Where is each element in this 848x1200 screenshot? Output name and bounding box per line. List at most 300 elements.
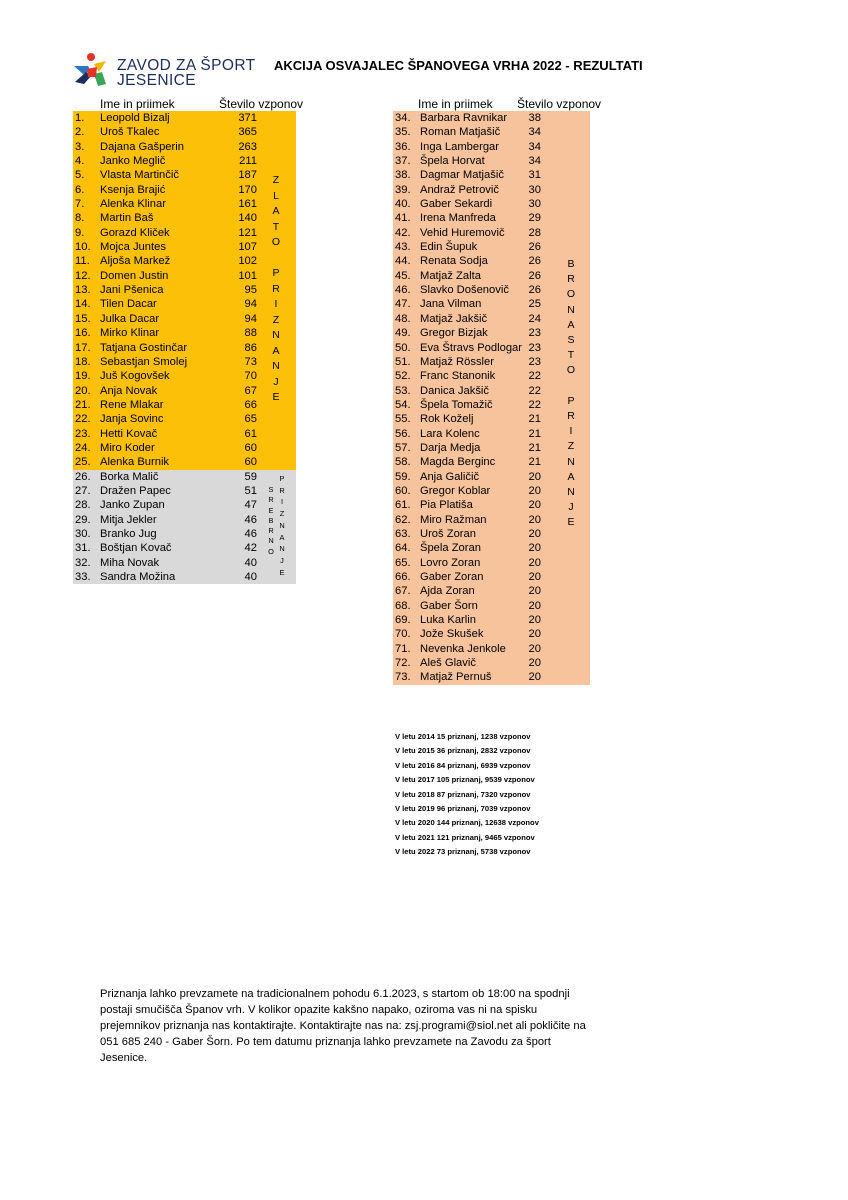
logo-line2: JESENICE bbox=[117, 72, 196, 89]
rank: 21. bbox=[75, 398, 91, 411]
participant-name: Matjaž Pernuš bbox=[420, 671, 492, 684]
rank: 70. bbox=[395, 628, 411, 641]
climb-count: 20 bbox=[528, 657, 541, 670]
award-letter: R bbox=[268, 526, 274, 536]
climb-count: 26 bbox=[528, 255, 541, 268]
table-row bbox=[393, 455, 590, 469]
climb-count: 26 bbox=[528, 284, 541, 297]
rank: 13. bbox=[75, 284, 91, 297]
participant-name: Gaber Sekardi bbox=[420, 198, 493, 211]
award-letter: Z bbox=[567, 440, 575, 453]
table-row bbox=[393, 355, 590, 369]
table-row bbox=[73, 384, 296, 398]
award-letter: A bbox=[567, 318, 575, 331]
table-row bbox=[73, 513, 296, 527]
participant-name: Gaber Šorn bbox=[420, 599, 478, 612]
participant-name: Eva Štravs Podlogar bbox=[420, 341, 522, 354]
participant-name: Barbara Ravnikar bbox=[420, 112, 508, 124]
stat-line: V letu 2015 36 priznanj, 2832 vzponov bbox=[395, 746, 531, 756]
table-row bbox=[393, 140, 590, 154]
rank: 22. bbox=[75, 413, 91, 426]
award-letter: R bbox=[279, 485, 285, 495]
rank: 37. bbox=[395, 155, 411, 168]
award-letter: E bbox=[279, 567, 285, 577]
participant-name: Matjaž Zalta bbox=[420, 269, 481, 282]
award-letter: S bbox=[268, 485, 274, 494]
rank: 24. bbox=[75, 441, 91, 454]
award-letter: I bbox=[569, 425, 573, 438]
participant-name: Tatjana Gostinčar bbox=[100, 341, 188, 354]
participant-name: Špela Horvat bbox=[420, 155, 485, 168]
rank: 1. bbox=[75, 112, 85, 124]
table-row bbox=[73, 470, 296, 484]
award-letter: P bbox=[279, 474, 285, 483]
award-letter bbox=[563, 379, 579, 394]
climb-count: 60 bbox=[244, 456, 257, 469]
participant-name: Dajana Gašperin bbox=[100, 140, 184, 153]
award-letter: R bbox=[567, 410, 575, 423]
climb-count: 20 bbox=[528, 484, 541, 497]
participant-name: Domen Justin bbox=[100, 269, 169, 282]
table-row bbox=[393, 111, 590, 125]
rank: 42. bbox=[395, 226, 411, 239]
award-letter: N bbox=[268, 536, 274, 546]
table-row bbox=[393, 369, 590, 383]
award-letter: E bbox=[272, 391, 280, 403]
rank: 44. bbox=[395, 255, 411, 268]
climb-count: 26 bbox=[528, 241, 541, 254]
climb-count: 23 bbox=[528, 341, 541, 354]
participant-name: Aleš Glavič bbox=[420, 657, 476, 670]
participant-name: Magda Berginc bbox=[420, 456, 496, 469]
participant-name: Julka Dacar bbox=[100, 312, 160, 325]
climb-count: 65 bbox=[244, 413, 257, 426]
climb-count: 22 bbox=[528, 384, 541, 397]
table-row bbox=[393, 283, 590, 297]
climb-count: 20 bbox=[528, 470, 541, 483]
table-row bbox=[393, 498, 590, 512]
climb-count: 20 bbox=[528, 527, 541, 540]
climb-count: 20 bbox=[528, 556, 541, 569]
climb-count: 365 bbox=[238, 126, 257, 139]
climb-count: 20 bbox=[528, 542, 541, 555]
rank: 26. bbox=[75, 470, 91, 483]
rank: 51. bbox=[395, 355, 411, 368]
rank: 62. bbox=[395, 513, 411, 526]
award-letter: A bbox=[272, 344, 280, 357]
participant-name: Janko Meglič bbox=[100, 155, 166, 168]
participant-name: Darja Medja bbox=[420, 441, 481, 454]
rank: 54. bbox=[395, 398, 411, 411]
rank: 32. bbox=[75, 556, 91, 569]
climb-count: 40 bbox=[244, 556, 257, 569]
rank: 73. bbox=[395, 671, 411, 684]
bronze-award-label bbox=[563, 257, 579, 531]
award-letter: N bbox=[567, 486, 575, 499]
table-row bbox=[393, 484, 590, 498]
rank: 25. bbox=[75, 456, 91, 469]
climb-count: 20 bbox=[528, 499, 541, 512]
rank: 23. bbox=[75, 427, 91, 440]
climb-count: 20 bbox=[528, 628, 541, 641]
table-row bbox=[73, 398, 296, 412]
participant-name: Edin Šupuk bbox=[420, 241, 478, 254]
table-row bbox=[73, 541, 296, 555]
award-letter: A bbox=[279, 532, 285, 542]
participant-name: Vlasta Martinčič bbox=[100, 169, 179, 182]
table-row bbox=[393, 412, 590, 426]
rank: 40. bbox=[395, 198, 411, 211]
participant-name: Anja Novak bbox=[100, 384, 158, 397]
table-row bbox=[393, 154, 590, 168]
award-letter: N bbox=[279, 520, 285, 530]
table-row bbox=[393, 254, 590, 268]
table-row bbox=[393, 183, 590, 197]
participant-name: Renata Sodja bbox=[420, 255, 488, 268]
climb-count: 22 bbox=[528, 370, 541, 383]
table-row bbox=[73, 154, 296, 168]
participant-name: Juš Kogovšek bbox=[100, 370, 170, 383]
climb-count: 29 bbox=[528, 212, 541, 225]
table-row bbox=[393, 168, 590, 182]
participant-name: Matjaž Jakšič bbox=[420, 312, 488, 325]
table-row bbox=[73, 527, 296, 541]
rank: 31. bbox=[75, 542, 91, 555]
participant-name: Jana Vilman bbox=[420, 298, 482, 311]
climb-count: 60 bbox=[244, 441, 257, 454]
award-letter: B bbox=[268, 515, 274, 525]
participant-name: Miro Ražman bbox=[420, 513, 487, 526]
table-row bbox=[393, 613, 590, 627]
award-letter bbox=[268, 251, 284, 267]
rank: 41. bbox=[395, 212, 411, 225]
rank: 38. bbox=[395, 169, 411, 182]
page-title: AKCIJA OSVAJALEC ŠPANOVEGA VRHA 2022 - REZULTATI bbox=[274, 58, 643, 73]
table-row bbox=[393, 312, 590, 326]
rank: 27. bbox=[75, 484, 91, 497]
rank: 11. bbox=[75, 255, 90, 268]
participant-name: Tilen Dacar bbox=[100, 298, 157, 311]
rank: 8. bbox=[75, 212, 85, 225]
table-row bbox=[73, 355, 296, 369]
stat-line: V letu 2014 15 priznanj, 1238 vzponov bbox=[395, 732, 531, 741]
rank: 48. bbox=[395, 312, 411, 325]
participant-name: Hetti Kovač bbox=[100, 427, 158, 440]
participant-name: Špela Zoran bbox=[420, 542, 481, 555]
rank: 4. bbox=[75, 155, 85, 168]
climb-count: 73 bbox=[244, 355, 257, 368]
rank: 53. bbox=[395, 384, 411, 397]
rank: 50. bbox=[395, 341, 411, 354]
participant-name: Borka Malič bbox=[100, 470, 159, 483]
rank: 9. bbox=[75, 226, 85, 239]
participant-name: Gregor Koblar bbox=[420, 484, 491, 497]
award-letter: Z bbox=[272, 174, 280, 186]
rank: 3. bbox=[75, 140, 85, 153]
table-row bbox=[73, 140, 296, 154]
table-row bbox=[393, 627, 590, 641]
rank: 68. bbox=[395, 599, 411, 612]
climb-count: 263 bbox=[238, 140, 257, 153]
climb-count: 21 bbox=[528, 441, 541, 454]
table-row bbox=[73, 125, 296, 139]
participant-name: Jože Skušek bbox=[420, 628, 484, 641]
rank: 36. bbox=[395, 140, 411, 153]
participant-name: Sandra Možina bbox=[100, 571, 176, 583]
award-letter: A bbox=[567, 470, 575, 483]
participant-name: Martin Baš bbox=[100, 212, 154, 225]
participant-name: Rene Mlakar bbox=[100, 398, 164, 411]
table-row bbox=[73, 427, 296, 441]
award-letter: N bbox=[279, 544, 285, 554]
climb-count: 94 bbox=[244, 298, 257, 311]
stat-line: V letu 2017 105 priznanj, 9539 vzponov bbox=[395, 775, 535, 785]
rank: 67. bbox=[395, 585, 411, 598]
participant-name: Ksenja Brajić bbox=[100, 183, 166, 196]
table-row bbox=[393, 197, 590, 211]
rank: 49. bbox=[395, 327, 411, 340]
climb-count: 94 bbox=[244, 312, 257, 325]
rank: 18. bbox=[75, 355, 91, 368]
table-row bbox=[393, 125, 590, 139]
table-row bbox=[393, 341, 590, 355]
table-row bbox=[393, 269, 590, 283]
climb-count: 121 bbox=[238, 226, 257, 239]
participant-name: Aljoša Markež bbox=[100, 255, 171, 268]
table-row bbox=[73, 369, 296, 383]
climb-count: 23 bbox=[528, 355, 541, 368]
climb-count: 20 bbox=[528, 614, 541, 627]
participant-name: Alenka Klinar bbox=[100, 198, 166, 211]
award-letter: R bbox=[268, 495, 274, 505]
logo-mark-icon bbox=[72, 52, 112, 88]
rank: 39. bbox=[395, 183, 411, 196]
rank: 12. bbox=[75, 269, 91, 282]
table-row bbox=[73, 254, 296, 268]
footer-note: Priznanja lahko prevzamete na tradicionalnem pohodu 6.1.2023, s startom ob 18:00 na spodnji postaji smučišča Španov vrh. V kolikor opazite kakšno napako, oziroma vas ni na spisku prejemnikov priznanja nas kontaktirajte. Kontaktirajte nas na: zsj.programi@siol.net ali pokličite na 051 685 240 - Gaber Šorn. Po tem datumu priznanja lahko prevzamete na Zavodu za šport Jesenice. bbox=[100, 988, 586, 1064]
climb-count: 102 bbox=[238, 255, 257, 268]
participant-name: Slavko Došenovič bbox=[420, 284, 509, 297]
rank: 58. bbox=[395, 456, 411, 469]
participant-name: Leopold Bizalj bbox=[100, 112, 170, 124]
rank: 6. bbox=[75, 183, 85, 196]
award-letter: J bbox=[273, 375, 279, 388]
participant-name: Jani Pšenica bbox=[100, 284, 164, 297]
rank: 65. bbox=[395, 556, 411, 569]
table-row bbox=[393, 527, 590, 541]
climb-count: 211 bbox=[239, 155, 257, 168]
table-row bbox=[393, 642, 590, 656]
award-letter: R bbox=[272, 282, 280, 295]
rank: 45. bbox=[395, 269, 411, 282]
table-row bbox=[393, 570, 590, 584]
rank: 35. bbox=[395, 126, 411, 139]
rank: 55. bbox=[395, 413, 411, 426]
award-letter: B bbox=[567, 258, 575, 270]
rank: 29. bbox=[75, 513, 91, 526]
award-letter: E bbox=[268, 505, 274, 515]
participant-name: Vehid Huremovič bbox=[420, 226, 505, 239]
award-letter: N bbox=[567, 455, 575, 468]
climb-count: 34 bbox=[528, 126, 541, 139]
participant-name: Boštjan Kovač bbox=[100, 542, 172, 555]
climb-count: 38 bbox=[528, 112, 541, 124]
climb-count: 30 bbox=[528, 183, 541, 196]
participant-name: Luka Karlin bbox=[420, 614, 476, 627]
rank: 5. bbox=[75, 169, 85, 182]
table-row bbox=[393, 599, 590, 613]
participant-name: Franc Stanonik bbox=[420, 370, 496, 383]
table-row bbox=[73, 240, 296, 254]
participant-name: Andraž Petrovič bbox=[420, 183, 499, 196]
right-header-name: Ime in priimek bbox=[418, 97, 493, 111]
participant-name: Miro Koder bbox=[100, 441, 155, 454]
climb-count: 20 bbox=[528, 599, 541, 612]
rank: 56. bbox=[395, 427, 411, 440]
award-letter: Z bbox=[272, 313, 280, 326]
participant-name: Janko Zupan bbox=[100, 499, 165, 512]
climb-count: 70 bbox=[244, 370, 257, 383]
climb-count: 170 bbox=[238, 183, 257, 196]
rank: 7. bbox=[75, 198, 85, 211]
climb-count: 20 bbox=[528, 642, 541, 655]
stat-line: V letu 2022 73 priznanj, 5738 vzponov bbox=[395, 847, 531, 857]
award-letter: N bbox=[272, 329, 280, 341]
participant-name: Gregor Bizjak bbox=[420, 327, 488, 340]
climb-count: 95 bbox=[244, 284, 257, 297]
rank: 10. bbox=[75, 241, 91, 254]
rank: 69. bbox=[395, 614, 411, 627]
climb-count: 23 bbox=[528, 327, 541, 340]
participant-name: Alenka Burnik bbox=[100, 456, 170, 469]
climb-count: 66 bbox=[244, 398, 257, 411]
participant-name: Špela Tomažič bbox=[420, 398, 493, 411]
climb-count: 20 bbox=[528, 671, 541, 684]
participant-name: Irena Manfreda bbox=[420, 212, 496, 225]
climb-count: 22 bbox=[528, 398, 541, 411]
participant-name: Lovro Zoran bbox=[420, 556, 481, 569]
rank: 71. bbox=[395, 642, 411, 655]
table-row bbox=[73, 269, 296, 283]
rank: 47. bbox=[395, 298, 411, 311]
participant-name: Janja Sovinc bbox=[100, 413, 164, 426]
award-letter: O bbox=[268, 546, 274, 556]
rank: 14. bbox=[75, 298, 91, 311]
rank: 34. bbox=[395, 112, 411, 124]
participant-name: Roman Matjašič bbox=[420, 126, 501, 139]
table-row bbox=[73, 183, 296, 197]
award-letter: O bbox=[566, 364, 576, 377]
rank: 2. bbox=[75, 126, 85, 139]
table-row bbox=[393, 211, 590, 225]
table-row bbox=[393, 670, 590, 684]
rank: 66. bbox=[395, 571, 411, 583]
right-results-table bbox=[393, 111, 590, 685]
climb-count: 86 bbox=[244, 341, 257, 354]
award-letter: P bbox=[272, 267, 280, 279]
climb-count: 20 bbox=[528, 585, 541, 598]
participant-name: Branko Jug bbox=[100, 527, 157, 540]
yearly-stats bbox=[395, 730, 539, 860]
left-header-count: Število vzponov bbox=[219, 97, 304, 111]
climb-count: 31 bbox=[528, 169, 541, 182]
rank: 72. bbox=[395, 657, 411, 670]
participant-name: Dagmar Matjašič bbox=[420, 169, 504, 182]
participant-name: Matjaž Rössler bbox=[420, 355, 494, 368]
award-letter: J bbox=[568, 501, 574, 514]
table-row bbox=[393, 240, 590, 254]
right-header-count: Število vzponov bbox=[517, 97, 602, 111]
climb-count: 59 bbox=[244, 470, 257, 483]
table-row bbox=[73, 197, 296, 211]
stat-line: V letu 2019 96 priznanj, 7039 vzponov bbox=[395, 803, 531, 813]
rank: 33. bbox=[75, 571, 91, 583]
rank: 17. bbox=[75, 341, 91, 354]
climb-count: 140 bbox=[238, 212, 257, 225]
award-letter: O bbox=[566, 288, 576, 301]
table-row bbox=[73, 484, 296, 498]
table-row bbox=[73, 455, 296, 469]
table-row bbox=[73, 341, 296, 355]
participant-name: Inga Lambergar bbox=[420, 140, 499, 153]
rank: 16. bbox=[75, 327, 91, 340]
award-letter: S bbox=[567, 334, 575, 347]
climb-count: 187 bbox=[238, 169, 257, 182]
climb-count: 21 bbox=[528, 413, 541, 426]
climb-count: 47 bbox=[244, 499, 257, 512]
table-row bbox=[73, 111, 296, 125]
award-letter: I bbox=[274, 298, 278, 310]
rank: 64. bbox=[395, 542, 411, 555]
rank: 15. bbox=[75, 312, 91, 325]
table-row bbox=[73, 297, 296, 311]
table-row bbox=[73, 312, 296, 326]
participant-name: Mitja Jekler bbox=[100, 513, 157, 526]
table-row bbox=[73, 168, 296, 182]
climb-count: 34 bbox=[528, 155, 541, 168]
award-letter: P bbox=[567, 394, 575, 407]
award-letter: N bbox=[567, 303, 575, 316]
table-row bbox=[73, 412, 296, 426]
climb-count: 21 bbox=[528, 456, 541, 469]
climb-count: 51 bbox=[244, 484, 257, 497]
table-row bbox=[393, 427, 590, 441]
climb-count: 161 bbox=[238, 198, 257, 211]
climb-count: 46 bbox=[244, 513, 257, 526]
climb-count: 107 bbox=[238, 241, 257, 254]
table-row bbox=[393, 656, 590, 670]
participant-name: Uroš Zoran bbox=[420, 527, 476, 540]
table-row bbox=[73, 283, 296, 297]
award-letter: J bbox=[280, 555, 284, 565]
climb-count: 101 bbox=[238, 269, 257, 282]
silver-award-label-2 bbox=[276, 473, 288, 578]
participant-name: Uroš Tkalec bbox=[100, 126, 160, 139]
participant-name: Mojca Juntes bbox=[100, 241, 166, 254]
table-row bbox=[73, 226, 296, 240]
participant-name: Pia Platiša bbox=[420, 499, 473, 512]
rank: 52. bbox=[395, 370, 411, 383]
participant-name: Lara Kolenc bbox=[420, 427, 480, 440]
table-row bbox=[393, 556, 590, 570]
climb-count: 34 bbox=[528, 140, 541, 153]
participant-name: Anja Galičič bbox=[420, 470, 480, 483]
left-header-name: Ime in priimek bbox=[100, 97, 175, 111]
climb-count: 26 bbox=[528, 269, 541, 282]
climb-count: 61 bbox=[244, 427, 257, 440]
award-letter: Z bbox=[279, 509, 285, 519]
participant-name: Gorazd Kliček bbox=[100, 226, 170, 239]
